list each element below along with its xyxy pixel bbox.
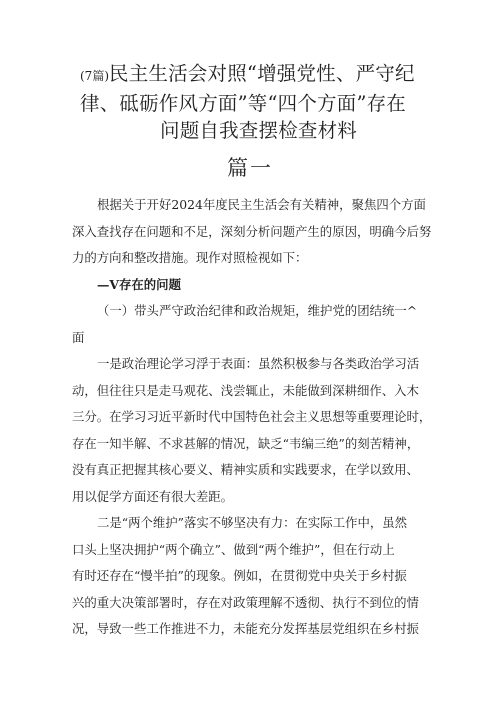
paragraph-line: 三分。在学习习近平新时代中国特色社会主义思想等重要理论时， bbox=[72, 409, 432, 424]
title-prefix: (7篇) bbox=[80, 69, 109, 83]
subsection-line: 面 bbox=[72, 329, 85, 345]
section-heading-paragraph bbox=[72, 272, 432, 299]
intro-line: 力的方向和整改措施。现作对照检视如下： bbox=[72, 250, 308, 265]
intro-line: 深入查找存在问题和不足，深刻分析问题产生的原因，明确今后努 bbox=[72, 223, 432, 239]
paragraph-line: 用以促学方面还有很大差距。 bbox=[72, 488, 234, 504]
paragraph-line: 动，但往往只是走马观花、浅尝辄止，未能做到深耕细作、入木 bbox=[72, 382, 419, 398]
intro-paragraph bbox=[72, 192, 432, 272]
paragraph-1 bbox=[72, 351, 432, 510]
title-text-1: 民主生活会对照“增强党性、严守纪 bbox=[109, 62, 415, 85]
intro-line: 根据关于开好2024年度民主生活会有关精神，聚焦四个方面 bbox=[97, 197, 426, 212]
document-body bbox=[72, 192, 432, 643]
paragraph-line: 一是政治理论学习浮于表面：虽然积极参与各类政治学习活 bbox=[97, 356, 420, 371]
paragraph-line: 口头上坚决拥护“两个确立”、做到“两个维护”，但在行动上 bbox=[72, 541, 395, 557]
document-title bbox=[80, 60, 450, 144]
section-heading: —V存在的问题 bbox=[97, 276, 181, 292]
subsection-paragraph bbox=[72, 298, 432, 351]
paragraph-2 bbox=[72, 510, 432, 643]
subsection-line: （一）带头严守政治纪律和政治规矩，维护党的团结统一^ bbox=[97, 303, 418, 318]
paragraph-line: 二是“两个维护”落实不够坚决有力：在实际工作中，虽然 bbox=[97, 515, 408, 530]
paragraph-line: 兴的重大决策部署时，存在对政策理解不透彻、执行不到位的情 bbox=[72, 594, 419, 610]
title-line-1 bbox=[80, 60, 450, 90]
paragraph-line: 没有真正把握其核心要义、精神实质和实践要求，在学以致用、 bbox=[72, 462, 419, 477]
title-line-3: 问题自我查摆检查材料 bbox=[160, 119, 358, 142]
title-line-2: 律、砥砺作风方面”等“四个方面”存在 bbox=[80, 92, 407, 115]
chapter-heading: 篇一 bbox=[227, 156, 273, 180]
paragraph-line: 存在一知半解、不求甚解的情况，缺乏“韦编三绝”的刻苦精神， bbox=[72, 435, 420, 451]
paragraph-line: 有时还存在“慢半拍”的现象。例如，在贯彻党中央关于乡村振 bbox=[72, 568, 407, 583]
paragraph-line: 况，导致一些工作推进不力，未能充分发挥基层党组织在乡村振 bbox=[72, 621, 419, 636]
